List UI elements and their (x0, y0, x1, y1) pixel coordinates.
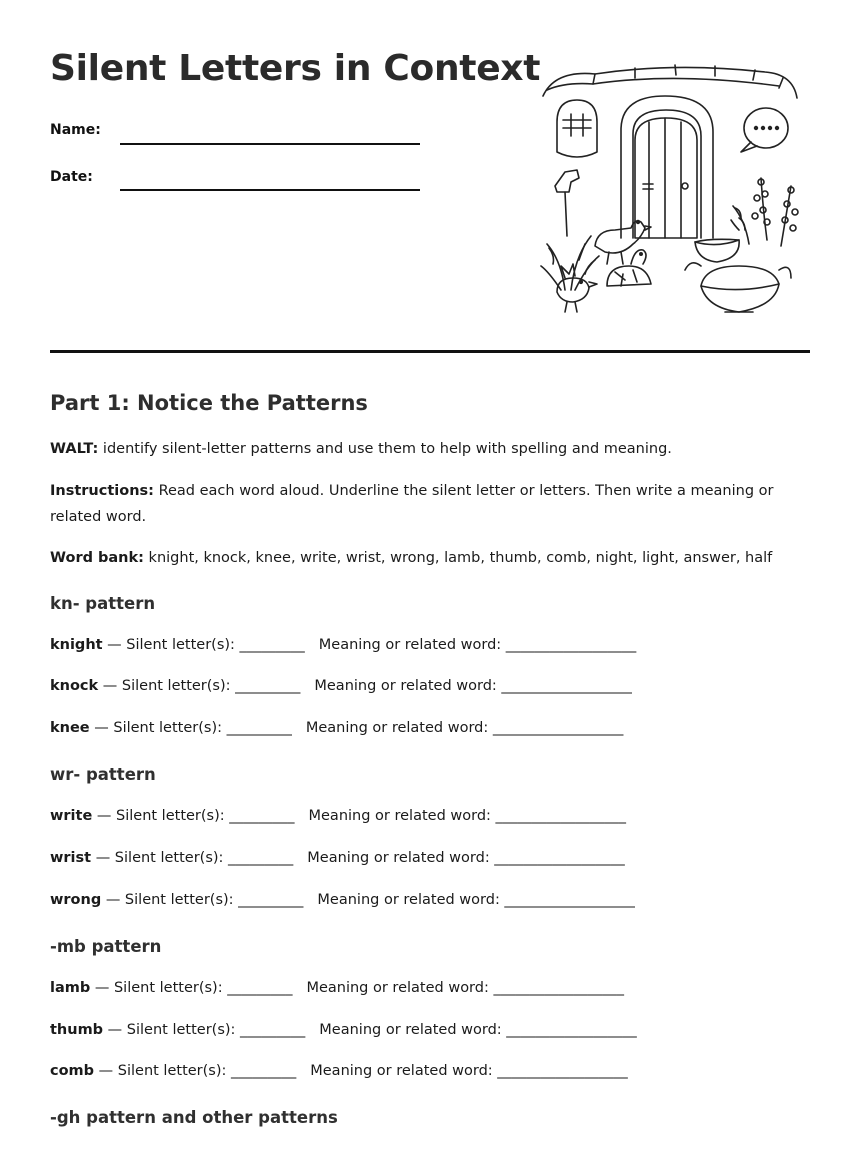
silent-letter-blank[interactable]: — Silent letter(s): _________ (102, 637, 305, 653)
meaning-blank[interactable]: Meaning or related word: __________________ (307, 850, 625, 866)
date-field[interactable] (120, 189, 420, 191)
word-bank-label: Word bank: (50, 550, 144, 566)
word-row (50, 1020, 810, 1040)
meaning-blank[interactable]: Meaning or related word: __________________ (306, 980, 624, 996)
meaning-blank[interactable]: Meaning or related word: __________________ (308, 808, 627, 824)
word-bank-text: knight, knock, knee, write, wrist, wrong, lamb, thumb, comb, night, light, answer, half (143, 550, 773, 566)
date-label: Date: (50, 169, 93, 185)
word-row (50, 978, 810, 998)
walt-paragraph (50, 436, 810, 462)
silent-letter-blank[interactable]: — Silent letter(s): _________ (90, 980, 293, 996)
part1-section (50, 388, 810, 1131)
word: wrist (50, 850, 92, 866)
word: lamb (50, 980, 91, 996)
word: thumb (50, 1022, 104, 1038)
section-heading-mb: -mb pattern (50, 937, 162, 956)
silent-letter-blank[interactable]: — Silent letter(s): _________ (89, 720, 292, 736)
word-row (50, 718, 810, 738)
word: wrong (50, 892, 102, 908)
word-row (50, 1061, 810, 1081)
meaning-blank[interactable]: Meaning or related word: __________________ (310, 1063, 628, 1079)
section-divider (50, 350, 810, 353)
word-row (50, 890, 810, 910)
meaning-blank[interactable]: Meaning or related word: __________________ (319, 1022, 637, 1038)
silent-letter-blank[interactable]: — Silent letter(s): _________ (98, 678, 301, 694)
word: knight (50, 637, 103, 653)
silent-letter-blank[interactable]: — Silent letter(s): _________ (103, 1022, 306, 1038)
instructions-label: Instructions: (50, 483, 154, 499)
silent-letter-blank[interactable]: — Silent letter(s): _________ (94, 1063, 297, 1079)
section-heading-kn: kn- pattern (50, 594, 156, 613)
word: knee (50, 720, 90, 736)
walt-label: WALT: (50, 441, 99, 457)
instructions-paragraph (50, 478, 810, 530)
name-label: Name: (50, 122, 101, 138)
word-row (50, 848, 810, 868)
meaning-blank[interactable]: Meaning or related word: __________________ (305, 720, 624, 736)
name-field[interactable] (120, 143, 420, 145)
walt-text: identify silent-letter patterns and use them to help with spelling and meaning. (98, 441, 672, 457)
silent-letter-blank[interactable]: — Silent letter(s): _________ (101, 892, 304, 908)
word: comb (50, 1063, 95, 1079)
word-row (50, 806, 810, 826)
word: write (50, 808, 93, 824)
meaning-blank[interactable]: Meaning or related word: __________________ (318, 637, 637, 653)
instructions-text: Read each word aloud. Underline the silent letter or letters. Then write a meaning or related word. (50, 483, 774, 525)
meaning-blank[interactable]: Meaning or related word: __________________ (314, 678, 632, 694)
castle-doorway-illustration (535, 60, 810, 325)
word-row (50, 676, 810, 696)
word: knock (50, 678, 99, 694)
section-heading-gh: -gh pattern and other patterns (50, 1108, 338, 1127)
word-row (50, 635, 810, 655)
silent-letter-blank[interactable]: — Silent letter(s): _________ (91, 850, 294, 866)
word-bank-paragraph (50, 545, 810, 571)
part1-heading: Part 1: Notice the Patterns (50, 391, 368, 415)
section-heading-wr: wr- pattern (50, 765, 156, 784)
worksheet-title: Silent Letters in Context (50, 48, 541, 89)
meaning-blank[interactable]: Meaning or related word: __________________ (317, 892, 635, 908)
silent-letter-blank[interactable]: — Silent letter(s): _________ (92, 808, 295, 824)
